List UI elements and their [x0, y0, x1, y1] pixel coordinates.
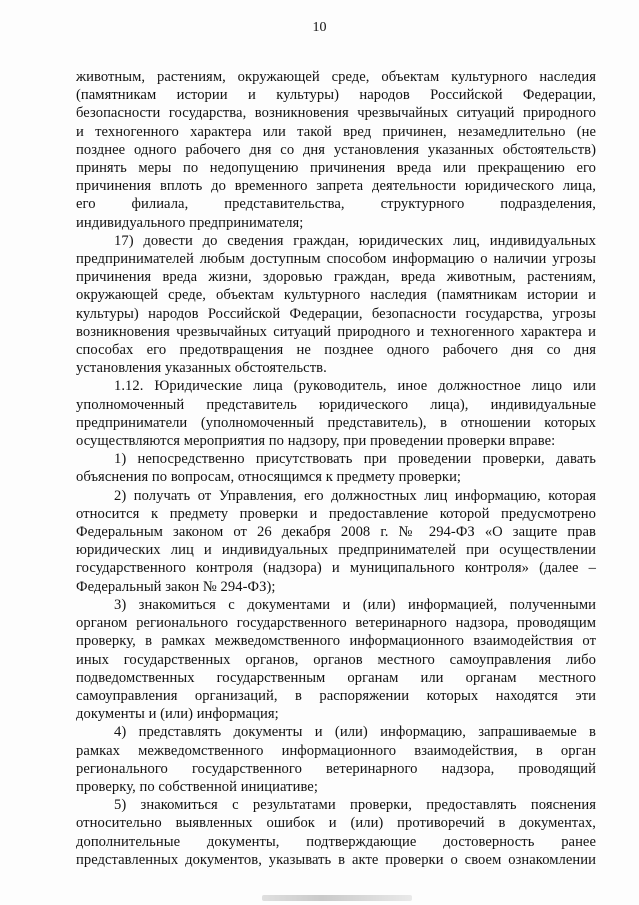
text-line: иных государственных органов, органов местного самоуправления либо: [76, 651, 596, 668]
text-line: животным, растениям, окружающей среде, объектам культурного наследия: [76, 69, 596, 85]
text-line: 5) знакомиться с результатами проверки, предоставлять пояснения: [114, 797, 596, 814]
text-line: предпринимателей любым доступным способом информацию о наличии угрозы: [76, 251, 596, 268]
text-line: проверку, по собственной инициативе;: [76, 778, 318, 795]
text-line: представленных документов, указывать в акте проверки о своем ознакомлении: [76, 851, 596, 868]
text-line: относительно выявленных ошибок и (или) противоречий в документах,: [76, 815, 596, 832]
body-text: [76, 68, 596, 869]
text-line: самоуправления организаций, в распоряжении которых находятся эти: [76, 687, 596, 704]
text-line: причинения вреда жизни, здоровью граждан, вреда животным, растениям,: [76, 269, 596, 286]
text-line: принять меры по недопущению причинения вреда или прекращению его: [76, 160, 596, 177]
text-line: культуры) народов Российской Федерации, безопасности государства, угрозы: [76, 305, 596, 322]
text-line: индивидуального предпринимателя;: [76, 214, 304, 231]
text-line: документы и (или) информация;: [76, 706, 279, 723]
text-line: государственного контроля (надзора) и муниципального контроля» (далее –: [76, 560, 596, 577]
page-number: 10: [312, 20, 327, 35]
text-line: Федеральный закон № 294-ФЗ);: [76, 578, 276, 595]
text-line: дополнительные документы, подтверждающие достоверность ранее: [76, 833, 596, 850]
text-line: юридических лиц и индивидуальных предпринимателей при осуществлении: [76, 542, 596, 559]
text-line: 2) получать от Управления, его должностных лиц информацию, которая: [114, 487, 596, 504]
text-line: проверку, в рамках межведомственного информационного взаимодействия от: [76, 633, 596, 650]
text-line: способах его предотвращения не позднее одного рабочего дня со дня: [76, 342, 596, 359]
text-line: регионального государственного ветеринарного надзора, проводящий: [76, 760, 596, 777]
text-line: предприниматели (уполномоченный представитель), в отношении которых: [76, 414, 596, 431]
text-line: осуществляются мероприятия по надзору, при проведении проверки вправе:: [76, 433, 556, 450]
text-line: 1.12. Юридические лица (руководитель, иное должностное лицо или: [114, 378, 596, 395]
text-line: установления указанных обстоятельств.: [76, 360, 327, 377]
text-line: причинения вплоть до временного запрета деятельности юридического лица,: [76, 178, 596, 195]
text-line: позднее одного рабочего дня со дня установления указанных обстоятельств): [76, 141, 596, 158]
text-line: безопасности государства, возникновения чрезвычайных ситуаций природного: [76, 105, 596, 122]
text-line: его филиала, представительства, структурного подразделения,: [76, 196, 596, 213]
text-line: уполномоченный представитель юридического лица), индивидуальные: [76, 396, 596, 413]
text-line: 4) представлять документы и (или) информацию, запрашиваемые в: [114, 724, 596, 741]
text-line: 3) знакомиться с документами и (или) информацией, полученными: [114, 596, 596, 613]
text-line: Федеральным законом от 26 декабря 2008 г. № 294-ФЗ «О защите прав: [76, 524, 596, 541]
text-line: подведомственных государственным органам или органам местного: [76, 669, 596, 686]
text-line: 17) довести до сведения граждан, юридических лиц, индивидуальных: [114, 232, 596, 249]
text-line: окружающей среде, объектам культурного наследия (памятникам истории и: [76, 287, 596, 304]
text-line: относится к предмету проверки и предоставление которой предусмотрено: [76, 505, 596, 522]
text-line: 1) непосредственно присутствовать при проведении проверки, давать: [114, 451, 596, 468]
text-line: возникновения чрезвычайных ситуаций природного и техногенного характера и: [76, 323, 596, 340]
scan-artifact: [262, 895, 412, 901]
text-line: рамках межведомственного информационного взаимодействия, в орган: [76, 742, 596, 759]
text-line: объяснения по вопросам, относящимся к предмету проверки;: [76, 469, 462, 486]
text-line: органом регионального государственного ветеринарного надзора, проводящим: [76, 615, 596, 632]
text-line: и техногенного характера или такой вред причинен, незамедлительно (не: [76, 123, 596, 140]
text-line: (памятникам истории и культуры) народов Российской Федерации,: [76, 87, 596, 104]
